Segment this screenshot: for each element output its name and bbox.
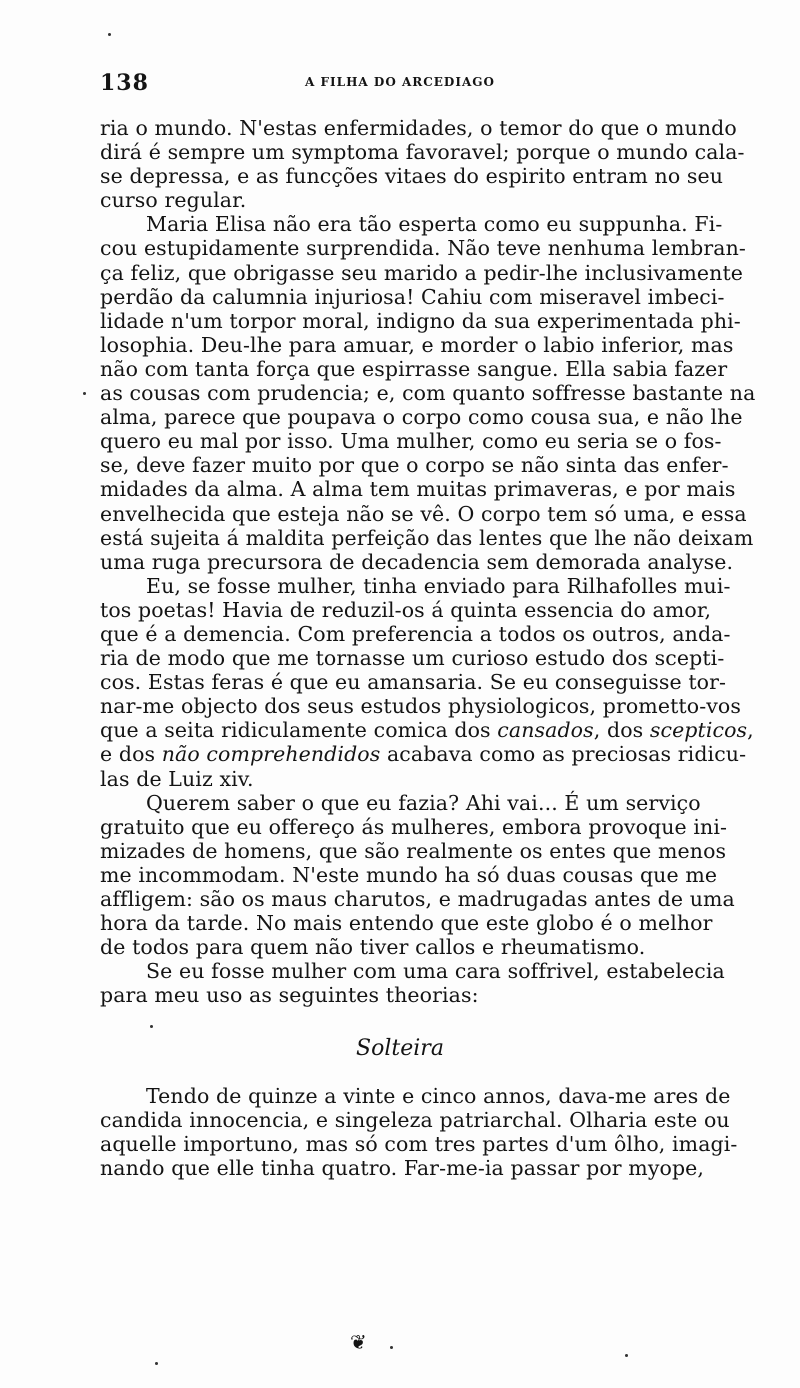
- body-text: [100, 116, 756, 1008]
- text-line: curso regular.: [100, 188, 247, 213]
- fleuron-ornament: ❦: [350, 1330, 367, 1354]
- text-line: que a seita ridiculamente comica dos cansados, dos scepticos,: [100, 718, 754, 743]
- text-line: se, deve fazer muito por que o corpo se não sinta das enfer-: [100, 453, 729, 478]
- text-line: me incommodam. N'este mundo ha só duas cousas que me: [100, 862, 718, 887]
- text-line: gratuito que eu offereço ás mulheres, embora provoque ini-: [100, 814, 728, 839]
- text-line: nar-me objecto dos seus estudos physiologicos, prometto-vos: [100, 694, 741, 719]
- text-line: hora da tarde. No mais entendo que este globo é o melhor: [100, 911, 713, 936]
- section-body-text: [100, 1084, 738, 1181]
- text-line: alma, parece que poupava o corpo como cousa sua, e não lhe: [100, 405, 743, 430]
- print-speck: [155, 1362, 158, 1365]
- text-line: ria o mundo. N'estas enfermidades, o temor do que o mundo: [100, 116, 737, 140]
- section-heading: Solteira: [356, 1036, 444, 1061]
- text-line: affligem: são os maus charutos, e madrugadas antes de uma: [100, 887, 735, 911]
- print-speck: [83, 392, 86, 395]
- text-line: aquelle importuno, mas só com tres partes d'um ôlho, imagi-: [100, 1132, 738, 1157]
- text-line: las de Luiz xiv.: [100, 766, 254, 791]
- print-speck: [390, 1346, 393, 1349]
- text-line: mizades de homens, que são realmente os entes que menos: [100, 838, 727, 863]
- text-line: ça feliz, que obrigasse seu marido a pedir-lhe inclusivamente: [100, 260, 744, 285]
- text-line: não com tanta força que espirrasse sangue. Ella sabia fazer: [100, 356, 728, 381]
- italic-emphasis: não comprehendidos: [161, 742, 381, 767]
- print-speck: [625, 1354, 628, 1357]
- text-line: losophia. Deu-lhe para amuar, e morder o labio inferior, mas: [100, 332, 734, 357]
- text-line: as cousas com prudencia; e, com quanto soffresse bastante na: [100, 381, 756, 406]
- text-line: quero eu mal por isso. Uma mulher, como eu seria se o fos-: [100, 429, 722, 454]
- text-line: candida innocencia, e singeleza patriarchal. Olharia este ou: [100, 1108, 730, 1133]
- text-line: e dos não comprehendidos acabava como as preciosas ridicu-: [100, 742, 747, 767]
- text-line: lidade n'um torpor moral, indigno da sua experimentada phi-: [100, 308, 741, 333]
- text-line: Querem saber o que eu fazia? Ahi vai... É um serviço: [146, 790, 701, 815]
- text-line: envelhecida que esteja não se vê. O corpo tem só uma, e essa: [100, 501, 747, 526]
- text-line: midades da alma. A alma tem muitas primaveras, e por mais: [100, 477, 736, 502]
- page-number: 138: [100, 70, 149, 96]
- page-header: [100, 70, 700, 100]
- text-line: Se eu fosse mulher com uma cara soffrivel, estabelecia: [146, 959, 725, 984]
- text-line: para meu uso as seguintes theorias:: [100, 983, 479, 1008]
- text-line: cos. Estas feras é que eu amansaria. Se eu conseguisse tor-: [100, 670, 727, 695]
- italic-emphasis: cansados: [497, 718, 594, 743]
- text-line: que é a demencia. Com preferencia a todos os outros, anda-: [100, 621, 731, 646]
- print-speck: [150, 1025, 153, 1028]
- text-line: uma ruga precursora de decadencia sem demorada analyse.: [100, 549, 734, 574]
- text-line: está sujeita á maldita perfeição das lentes que lhe não deixam: [100, 525, 754, 550]
- text-line: ria de modo que me tornasse um curioso estudo dos scepti-: [100, 646, 725, 671]
- text-line: nando que elle tinha quatro. Far-me-ia passar por myope,: [100, 1156, 705, 1181]
- text-line: tos poetas! Havia de reduzil-os á quinta essencia do amor,: [100, 597, 712, 622]
- section-heading-wrap: [100, 1036, 700, 1061]
- running-title: A FILHA DO ARCEDIAGO: [305, 75, 495, 89]
- text-line: se depressa, e as funcções vitaes do espirito entram no seu: [100, 164, 724, 189]
- italic-emphasis: scepticos: [649, 718, 748, 743]
- text-line: de todos para quem não tiver callos e rheumatismo.: [100, 935, 646, 960]
- text-line: cou estupidamente surprendida. Não teve nenhuma lembran-: [100, 236, 746, 261]
- text-line: dirá é sempre um symptoma favoravel; porque o mundo cala-: [100, 140, 745, 165]
- text-line: perdão da calumnia injuriosa! Cahiu com miseravel imbeci-: [100, 284, 725, 309]
- text-line: Maria Elisa não era tão esperta como eu suppunha. Fi-: [146, 212, 723, 237]
- text-line: Eu, se fosse mulher, tinha enviado para Rilhafolles mui-: [146, 573, 731, 598]
- text-line: Tendo de quinze a vinte e cinco annos, dava-me ares de: [146, 1084, 731, 1108]
- print-speck: [108, 33, 111, 36]
